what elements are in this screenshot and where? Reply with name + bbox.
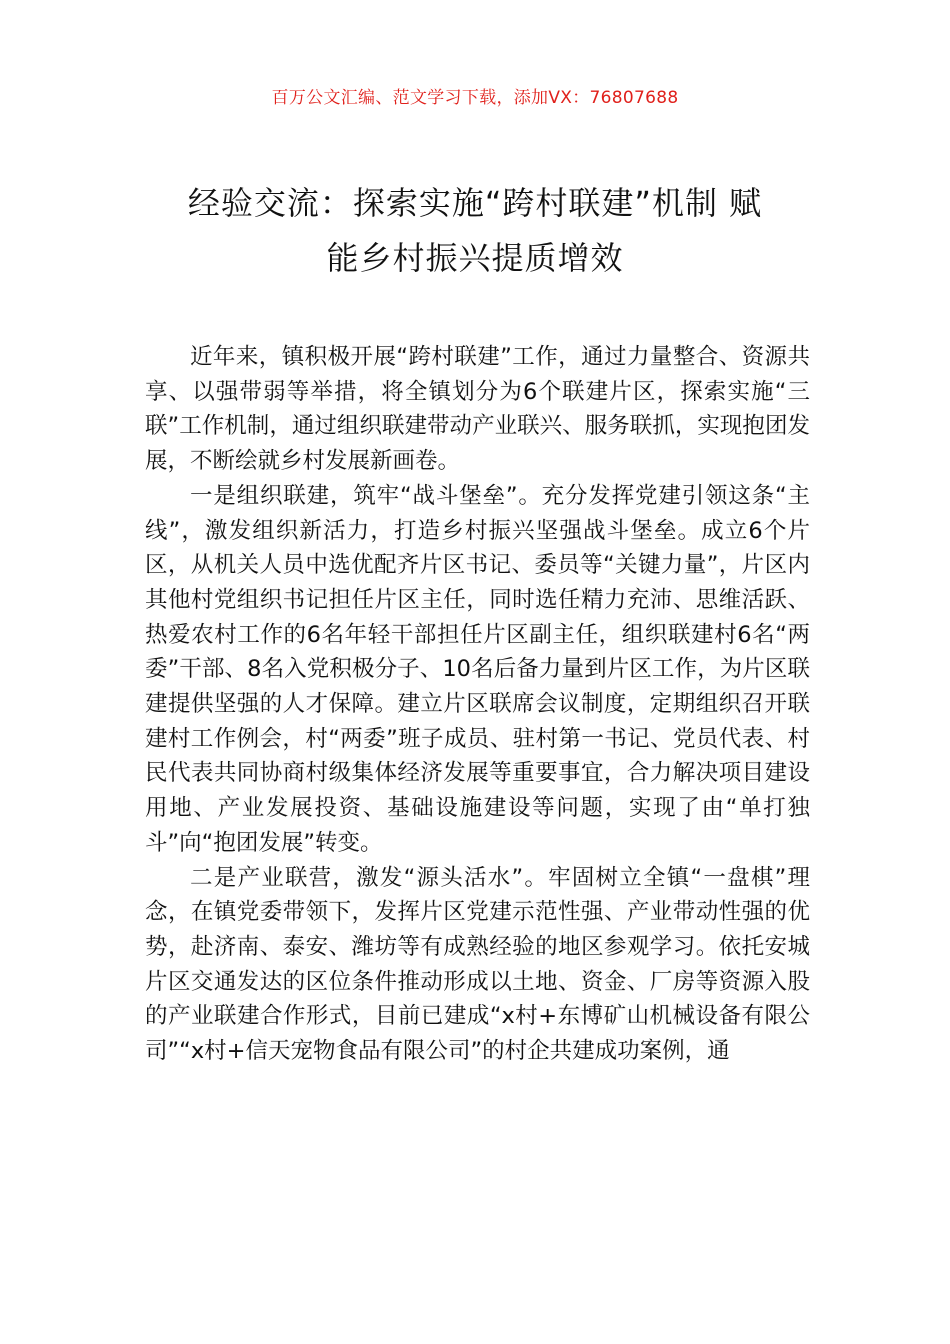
document-title: [120, 176, 830, 286]
title-line-2: 能乡村振兴提质增效: [326, 239, 624, 277]
paragraph-industry: 二是产业联营，激发“源头活水”。牢固树立全镇“一盘棋”理念，在镇党委带领下，发挥片区党建示范性强、产业带动性强的优势，赴济南、泰安、潍坊等有成熟经验的地区参观学习。依托安城片区交通发达的区位条件推动形成以土地、资金、厂房等资源入股的产业联建合作形式，目前已建成“x村+东博矿山机械设备有限公司”“x村+信天宠物食品有限公司”的村企共建成功案例，通: [145, 864, 810, 1065]
document-body: [145, 340, 810, 1069]
paragraph-organization: 一是组织联建，筑牢“战斗堡垒”。充分发挥党建引领这条“主线”，激发组织新活力，打造乡村振兴坚强战斗堡垒。成立6个片区，从机关人员中选优配齐片区书记、委员等“关键力量”，片区内其他村党组织书记担任片区主任，同时选任精力充沛、思维活跃、热爱农村工作的6名年轻干部担任片区副主任，组织联建村6名“两委”干部、8名入党积极分子、10名后备力量到片区工作，为片区联建提供坚强的人才保障。建立片区联席会议制度，定期组织召开联建村工作例会，村“两委”班子成员、驻村第一书记、党员代表、村民代表共同协商村级集体经济发展等重要事宜，合力解决项目建设用地、产业发展投资、基础设施建设等问题，实现了由“单打独斗”向“抱团发展”转变。: [145, 482, 810, 856]
header-promo-note: 百万公文汇编、范文学习下载，添加VX：76807688: [271, 88, 679, 108]
title-line-1: 经验交流：探索实施“跨村联建”机制 赋: [187, 184, 763, 222]
paragraph-intro: 近年来，镇积极开展“跨村联建”工作，通过力量整合、资源共享、以强带弱等举措，将全镇划分为6个联建片区，探索实施“三联”工作机制，通过组织联建带动产业联兴、服务联抓，实现抱团发展，不断绘就乡村发展新画卷。: [145, 344, 810, 475]
